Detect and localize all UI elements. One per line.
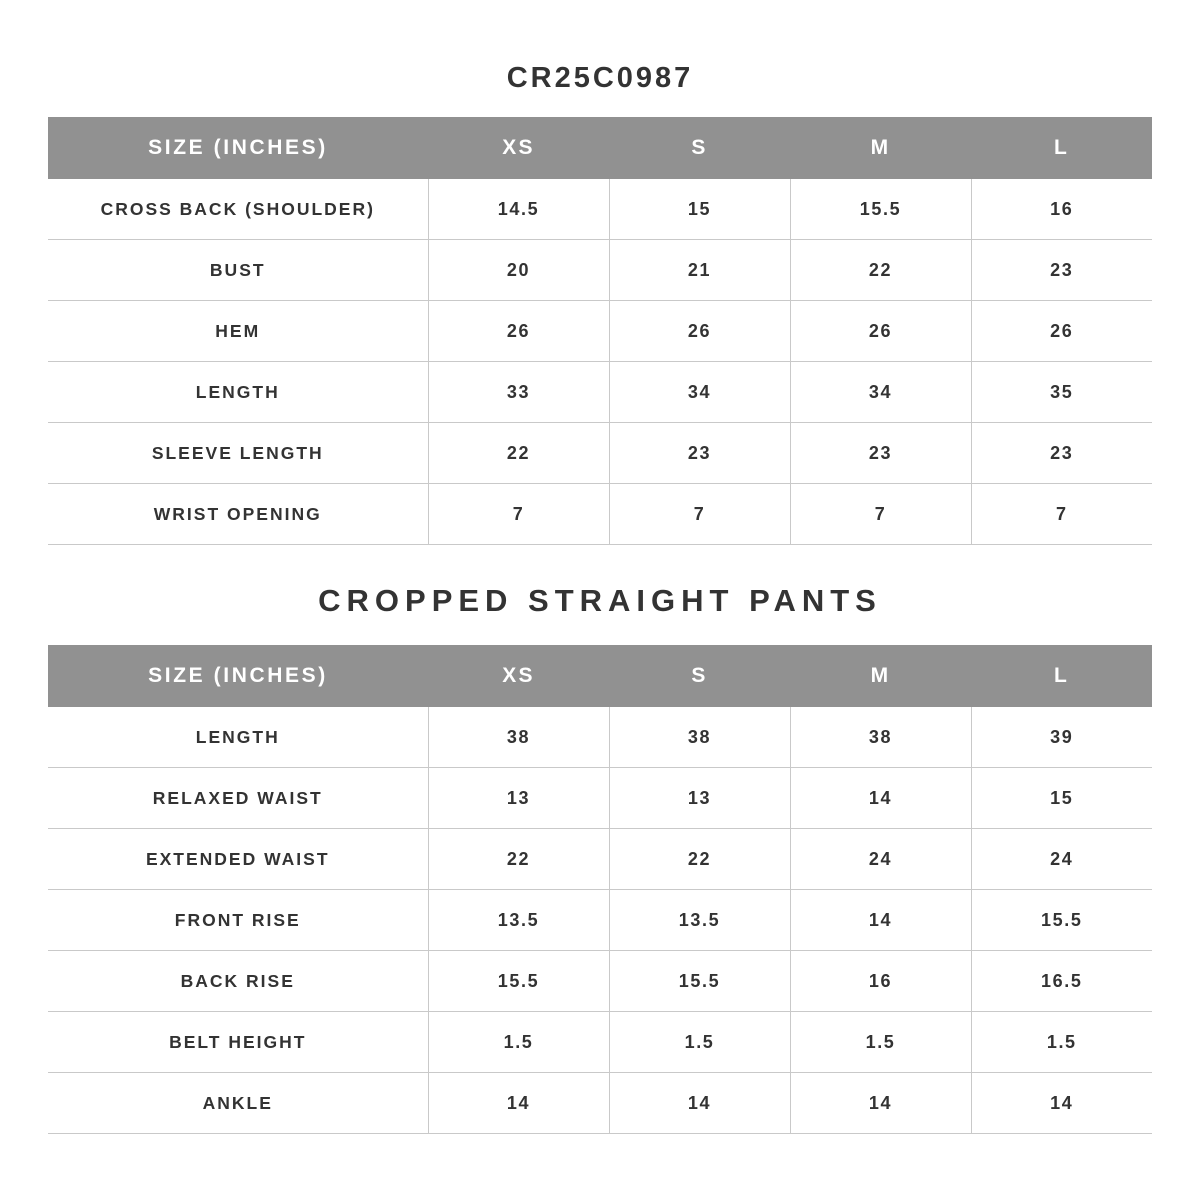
cell-l: 23 [971, 423, 1152, 484]
row-label: BELT HEIGHT [48, 1012, 428, 1073]
cell-s: 13.5 [609, 890, 790, 951]
cell-s: 15 [609, 179, 790, 240]
column-header-s: S [609, 645, 790, 707]
section-title-pants: CROPPED STRAIGHT PANTS [318, 583, 882, 618]
cell-xs: 14 [428, 1073, 609, 1134]
cell-m: 7 [790, 484, 971, 545]
table-header-row [48, 117, 1152, 179]
cell-s: 26 [609, 301, 790, 362]
cell-l: 16 [971, 179, 1152, 240]
table-row [48, 1073, 1152, 1134]
pants-size-chart-table [48, 645, 1152, 1134]
table-row [48, 1012, 1152, 1073]
cell-m: 15.5 [790, 179, 971, 240]
top-size-chart-table [48, 117, 1152, 545]
table-header-row [48, 645, 1152, 707]
column-header-m: M [790, 645, 971, 707]
row-label: EXTENDED WAIST [48, 829, 428, 890]
cell-xs: 1.5 [428, 1012, 609, 1073]
row-label: SLEEVE LENGTH [48, 423, 428, 484]
cell-l: 26 [971, 301, 1152, 362]
cell-m: 16 [790, 951, 971, 1012]
cell-xs: 13 [428, 768, 609, 829]
cell-m: 24 [790, 829, 971, 890]
column-header-xs: XS [428, 645, 609, 707]
table-row [48, 890, 1152, 951]
cell-l: 39 [971, 707, 1152, 768]
cell-xs: 26 [428, 301, 609, 362]
table-row [48, 829, 1152, 890]
page-title: CR25C0987 [506, 62, 694, 94]
cell-xs: 7 [428, 484, 609, 545]
column-header-size-label: SIZE (INCHES) [48, 645, 428, 707]
pants-size-chart-body [48, 707, 1152, 1134]
table-row [48, 484, 1152, 545]
bottom-spacer [48, 1134, 1152, 1158]
table-row [48, 951, 1152, 1012]
cell-m: 23 [790, 423, 971, 484]
cell-s: 38 [609, 707, 790, 768]
table-row [48, 768, 1152, 829]
cell-l: 35 [971, 362, 1152, 423]
cell-xs: 13.5 [428, 890, 609, 951]
column-header-size-label: SIZE (INCHES) [48, 117, 428, 179]
column-header-s: S [609, 117, 790, 179]
cell-xs: 22 [428, 829, 609, 890]
cell-xs: 22 [428, 423, 609, 484]
cell-s: 14 [609, 1073, 790, 1134]
cell-l: 24 [971, 829, 1152, 890]
cell-l: 23 [971, 240, 1152, 301]
cell-l: 7 [971, 484, 1152, 545]
table-row [48, 240, 1152, 301]
cell-xs: 38 [428, 707, 609, 768]
cell-m: 26 [790, 301, 971, 362]
cell-s: 7 [609, 484, 790, 545]
cell-l: 14 [971, 1073, 1152, 1134]
column-header-l: L [971, 117, 1152, 179]
cell-l: 15.5 [971, 890, 1152, 951]
cell-l: 1.5 [971, 1012, 1152, 1073]
cell-l: 15 [971, 768, 1152, 829]
table-row [48, 423, 1152, 484]
cell-m: 14 [790, 768, 971, 829]
cell-m: 38 [790, 707, 971, 768]
row-label: CROSS BACK (SHOULDER) [48, 179, 428, 240]
row-label: RELAXED WAIST [48, 768, 428, 829]
pants-size-chart-header [48, 645, 1152, 707]
cell-s: 23 [609, 423, 790, 484]
cell-m: 22 [790, 240, 971, 301]
cell-l: 16.5 [971, 951, 1152, 1012]
cell-s: 21 [609, 240, 790, 301]
cell-s: 22 [609, 829, 790, 890]
top-size-chart-body [48, 179, 1152, 545]
table-row [48, 707, 1152, 768]
cell-s: 1.5 [609, 1012, 790, 1073]
row-label: LENGTH [48, 707, 428, 768]
column-header-m: M [790, 117, 971, 179]
cell-s: 15.5 [609, 951, 790, 1012]
row-label: BACK RISE [48, 951, 428, 1012]
cell-xs: 20 [428, 240, 609, 301]
cell-xs: 15.5 [428, 951, 609, 1012]
column-header-l: L [971, 645, 1152, 707]
cell-s: 34 [609, 362, 790, 423]
table-row [48, 179, 1152, 240]
cell-m: 14 [790, 1073, 971, 1134]
cell-m: 34 [790, 362, 971, 423]
column-header-xs: XS [428, 117, 609, 179]
cell-s: 13 [609, 768, 790, 829]
table-row [48, 362, 1152, 423]
row-label: WRIST OPENING [48, 484, 428, 545]
cell-xs: 33 [428, 362, 609, 423]
row-label: BUST [48, 240, 428, 301]
cell-m: 14 [790, 890, 971, 951]
cell-xs: 14.5 [428, 179, 609, 240]
row-label: ANKLE [48, 1073, 428, 1134]
cell-m: 1.5 [790, 1012, 971, 1073]
row-label: LENGTH [48, 362, 428, 423]
top-size-chart-header [48, 117, 1152, 179]
row-label: HEM [48, 301, 428, 362]
row-label: FRONT RISE [48, 890, 428, 951]
table-row [48, 301, 1152, 362]
